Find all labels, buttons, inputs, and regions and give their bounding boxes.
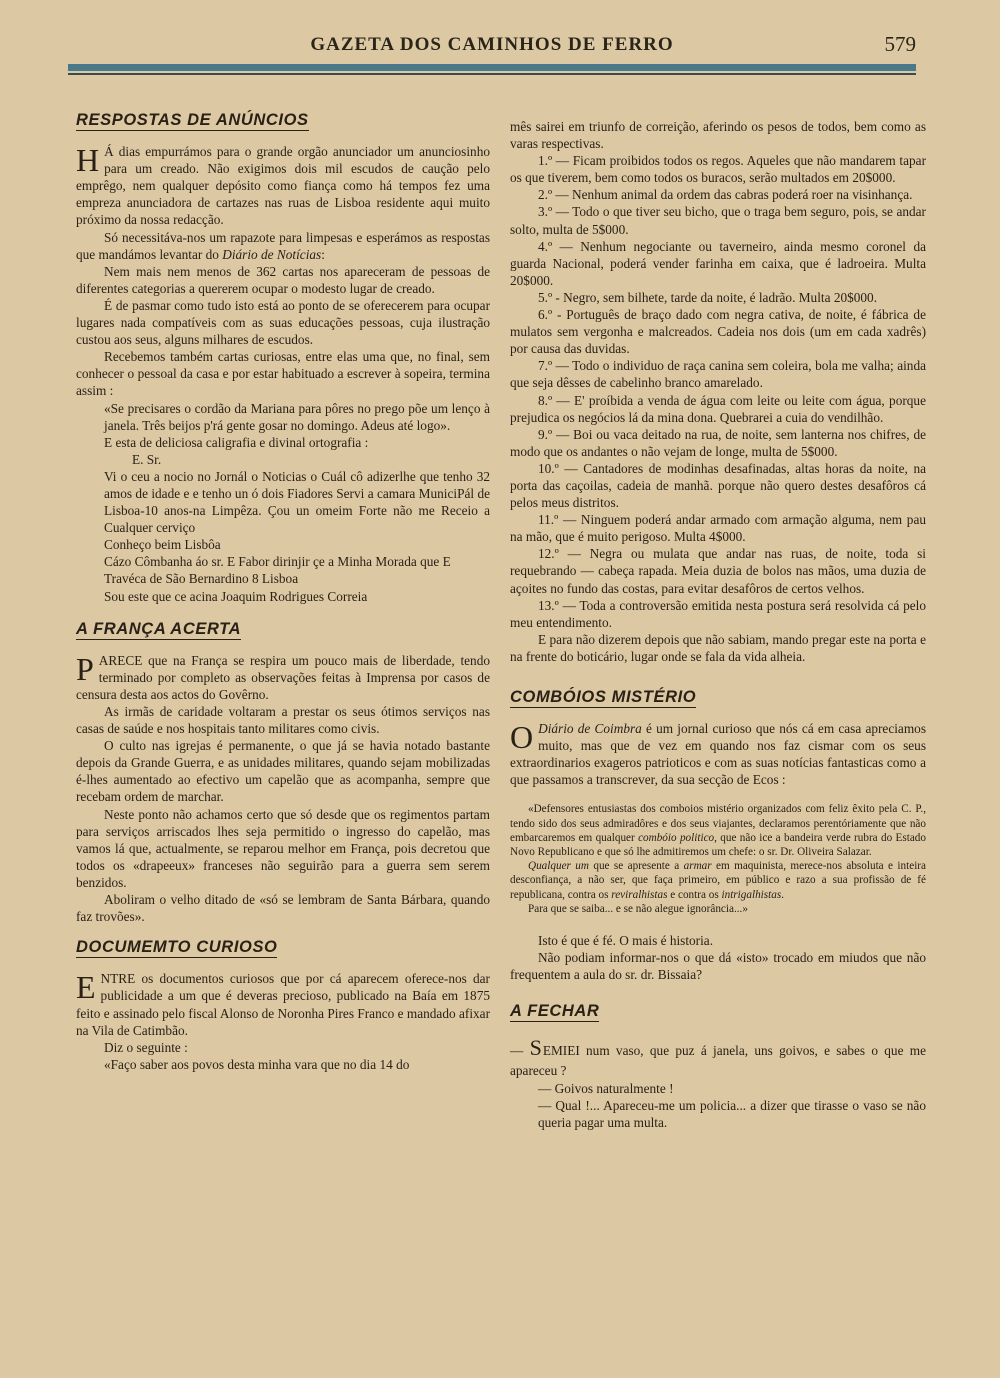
paragraph-text: Á dias empurrámos para o grande orgão anunciador um anunciosinho para um creado. Não exigimos dois mil escudos de caução pelo emprêgo, nem qualquer depósito como fiança como há tempos fez uma empreza anunciadora de cartazes nas ruas de Lisboa residente aqui muito próximo da nossa redacção.: [76, 144, 490, 228]
dialogue-text: EMIEI num vaso, que puz á janela, uns goivos, e sabes o que me apareceu ?: [510, 1043, 926, 1079]
dialogue-line: [510, 1034, 926, 1079]
quote-text: em maquinista, merece-nos absoluta e inteira desconfiança, a não ser, que faça primeiro, em público e razo a sua profissão de fé republicana, contra os: [510, 860, 926, 901]
quote-emphasis: reviralhistas: [611, 888, 668, 901]
page-header: [68, 34, 916, 58]
letter-line: Sou este que ce acina Joaquim Rodrigues Correia: [104, 588, 368, 604]
paragraph: Recebemos também cartas curiosas, entre elas uma que, no final, sem conhecer o pessoal da casa e por estar habituado a escrever à sopeira, termina assim :: [76, 349, 490, 399]
decree-item: 9.º — Boi ou vaca deitado na rua, de noite, sem lanterna nos chifres, de modo que os andantes o não vejam de longe, multa de 5$000.: [510, 426, 926, 459]
paragraph: Diz o seguinte :: [104, 1039, 188, 1055]
paragraph: E esta de deliciosa caligrafia e divinal ortografia :: [104, 434, 369, 450]
decree-item: 7.º — Todo o individuo de raça canina sem coleira, bola me valha; ainda que seja dêsses de cabelinho branco amarelado.: [510, 358, 926, 391]
header-rule-thin: [68, 73, 916, 75]
decree-item: 6.º - Português de braço dado com negra cativa, de noite, é fábrica de mulatos sem vergonha e malcreados. Cadeia nos dois (um em cada xadrês) por causa das duvidas.: [510, 307, 926, 357]
article-comboios: [510, 689, 926, 983]
paragraph: mês sairei em triunfo de correição, aferindo os pesos de todos, bem como as varas respectivas.: [510, 119, 926, 152]
newspaper-name: Diário de Notícias: [222, 246, 322, 262]
quote-emphasis: armar: [683, 860, 712, 873]
quote-paragraph: [510, 859, 926, 902]
article-documento: [76, 939, 490, 1073]
decree-item: 13.º — Toda a controversão emitida nesta postura será resolvida cá pelo meu entendimento.: [510, 597, 926, 630]
paragraph: E para não dizerem depois que não sabiam, mando pregar este na porta e na frente do boticário, lugar onde se fala da vida alheia.: [510, 631, 926, 664]
paragraph: Nem mais nem menos de 362 cartas nos apareceram de pessoas de diferentes categorias a quererem ocupar o modesto lugar de creado.: [76, 263, 490, 296]
drop-cap: E: [76, 969, 96, 1006]
letter-line: Conheço beim Lisbôa: [104, 537, 221, 553]
paragraph: As irmãs de caridade voltaram a prestar os seus ótimos serviços nas casas de saúde e nos hospitais tanto militares como civis.: [76, 704, 490, 737]
paragraph: [510, 720, 926, 788]
dialogue-line: — Qual !... Apareceu-me um policia... a dizer que tirasse o vaso se não queria pagar uma multa.: [538, 1097, 926, 1130]
right-column: [510, 118, 926, 1131]
paragraph: É de pasmar como tudo isto está ao ponto de se oferecerem para ocupar lugares nada compatíveis com as suas educações pessoas, cuja ilustração custou aos seus, alguns milhares de escudos.: [76, 297, 490, 348]
decree-item: 10.º — Cantadores de modinhas desafinadas, altas horas da noite, na porta das caçoilas, cadeia de manhã. porque não quero destes desafôros cá pelos meus distritos.: [510, 460, 926, 511]
paragraph: O culto nas igrejas é permanente, o que já se havia notado bastante depois da Grande Guerra, e as unidades militares, quando sejam mobilizadas é-lhes aumentado ao efectivo um capelão que as acompanha, sempre que recebam ordem de marchar.: [76, 738, 490, 805]
paragraph: [76, 143, 490, 228]
header-rule: [68, 64, 916, 71]
letter-line: Travéca de São Bernardino 8 Lisboa: [104, 571, 299, 587]
page-number: 579: [884, 32, 916, 56]
quote-paragraph: [510, 802, 926, 859]
quoted-excerpt: [510, 802, 926, 916]
article-respostas: [76, 112, 490, 605]
decree-item: 11.º — Ninguem poderá andar armado com armação alguma, nem pau na mão, que é muito perigoso. Multa 4$000.: [510, 512, 926, 545]
paragraph-text: :: [321, 246, 325, 262]
quote-text: que se apresente a: [588, 860, 684, 873]
paragraph: Isto é que é fé. O mais é historia.: [538, 933, 714, 949]
paragraph: Aboliram o velho ditado de «só se lembram de Santa Bárbara, quando faz trovões».: [76, 892, 490, 925]
paragraph: [76, 970, 490, 1038]
drop-cap: S: [529, 1035, 542, 1061]
article-heading: COMBÓIOS MISTÉRIO: [510, 689, 696, 708]
paragraph-text: NTRE os documentos curiosos que por cá aparecem oferece-nos dar publicidade a um que é deveras precioso, publicado na Baía em 1875 feito e assinado pelo fiscal Alonso de Noronha Pires Franco e mandado afixar na Vila de Catimbão.: [76, 971, 490, 1038]
quote-paragraph: Para que se saiba... e se não alegue ignorância...»: [528, 902, 748, 915]
paragraph: Não podiam informar-nos o que dá «isto» trocado em miudos que não frequentem a aula do sr. dr. Bissaia?: [510, 950, 926, 983]
article-documento-continued: [510, 118, 926, 665]
quote-emphasis: Qualquer um: [528, 860, 589, 873]
quote-emphasis: combóio politico: [638, 831, 715, 844]
paragraph: [76, 652, 490, 703]
article-heading: A FRANÇA ACERTA: [76, 621, 241, 640]
article-heading: A FECHAR: [510, 1003, 599, 1022]
quote-emphasis: intrigalhistas: [721, 888, 782, 901]
paragraph-text: ARECE que na França se respira um pouco mais de liberdade, tendo terminado por completo as observações feitas à Imprensa por casos de censura desta aos actos do Govêrno.: [76, 652, 490, 702]
left-column: [76, 112, 490, 1073]
letter-line: Cázo Cômbanha áo sr. E Fabor dirinjir çe a Minha Morada que E: [104, 554, 451, 570]
paragraph: «Faço saber aos povos desta minha vara que no dia 14 do: [104, 1056, 410, 1072]
decree-item: 8.º — E' proíbida a venda de água com leite ou leite com água, porque prejudica os negócios lá da mina dona. Quebrarei a cuia do vendilhão.: [510, 392, 926, 425]
dialogue-dash: —: [510, 1043, 530, 1059]
dialogue-line: — Goivos naturalmente !: [538, 1080, 674, 1096]
publication-title: GAZETA DOS CAMINHOS DE FERRO: [310, 34, 674, 55]
paragraph: [76, 229, 490, 263]
decree-item: 2.º — Nenhum animal da ordem das cabras poderá roer na visinhança.: [538, 187, 913, 203]
decree-item: 5.º - Negro, sem bilhete, tarde da noite, é ladrão. Multa 20$000.: [538, 289, 878, 305]
drop-cap: P: [76, 650, 94, 687]
letter-quote: «Se precisares o cordão da Mariana para pôres no prego põe um lenço à janela. Três beijos p'rá gente gosar no domingo. Adeus até logo».: [104, 400, 490, 433]
decree-item: 1.º — Ficam proibidos todos os regos. Aqueles que não mandarem tapar os que tiverem, bem como todos os buracos, serão multados em 20$000.: [510, 153, 926, 186]
article-fechar: [510, 1003, 926, 1130]
decree-item: 12.º — Negra ou mulata que andar nas ruas, de noite, toda si requebrando — cabeça rapada. Meia duzia de bolos nas mãos, uma duzia de açoites no fundo das costas, para evitar desafôros de certos velhos.: [510, 546, 926, 596]
decree-item: 4.º — Nenhum negociante ou taverneiro, ainda mesmo coronel da guarda Nacional, poderá vender farinha em caixa, que é ladroeira. Multa 20$000.: [510, 238, 926, 288]
drop-cap: O: [510, 719, 534, 756]
newspaper-name: Diário de Coimbra: [538, 721, 642, 737]
letter-line: Vi o ceu a nocio no Jornál o Noticias o Cuál cô adizerlhe que tenho 32 amos de idade e e tenho un ó dois Fiadores Servi a camara MuniciPál de Lisboa-10 anos-na Limpêza. Çou un omeim Forte não me Receio a Cualquer cerviço: [104, 468, 490, 536]
decree-item: 3.º — Todo o que tiver seu bicho, que o traga bem seguro, pois, se andar solto, multa de 5$000.: [510, 204, 926, 237]
paragraph: Neste ponto não achamos certo que só desde que os regimentos partam para serviços arriscados lhes seja permitido o ingresso do capelão, mas vamos lá que, actualmente, se reparou melhor em França, pois decretou que todos os «drapeeux» franceses não seguirão para a guerra sem serem benzidos.: [76, 806, 490, 890]
article-heading: RESPOSTAS DE ANÚNCIOS: [76, 112, 309, 131]
letter-line: E. Sr.: [132, 451, 162, 467]
drop-cap: H: [76, 142, 100, 179]
article-franca: [76, 621, 490, 926]
quote-text: .: [781, 888, 784, 901]
paragraph-text: Só necessitáva-nos um rapazote para limpesas e esperámos as respostas que mandámos levantar do: [76, 229, 490, 262]
quote-text: e contra os: [667, 888, 722, 901]
paragraph-text: é um jornal curioso que nós cá em casa apreciamos muito, mas que de vez em quando nos faz cismar com os seus extraordinarios exageros patrioticos e com as suas notícias fantasticas como a que passamos a transcrever, da sua secção de Ecos :: [510, 721, 926, 788]
quote-text: , que não ice a bandeira verde rubra do Estado Novo Republicano e que só lhe admitiremos um chefe: o sr. Dr. Oliveira Salazar.: [510, 831, 926, 859]
quote-text: «Defensores entusiastas dos comboios mistério organizados com feliz êxito pela C. P., tendo sido dos seus admiradôres e dos seus viajantes, declaramos perentóriamente que não embarcaremos em qualquer: [510, 803, 926, 844]
article-heading: DOCUMEMTO CURIOSO: [76, 939, 277, 958]
